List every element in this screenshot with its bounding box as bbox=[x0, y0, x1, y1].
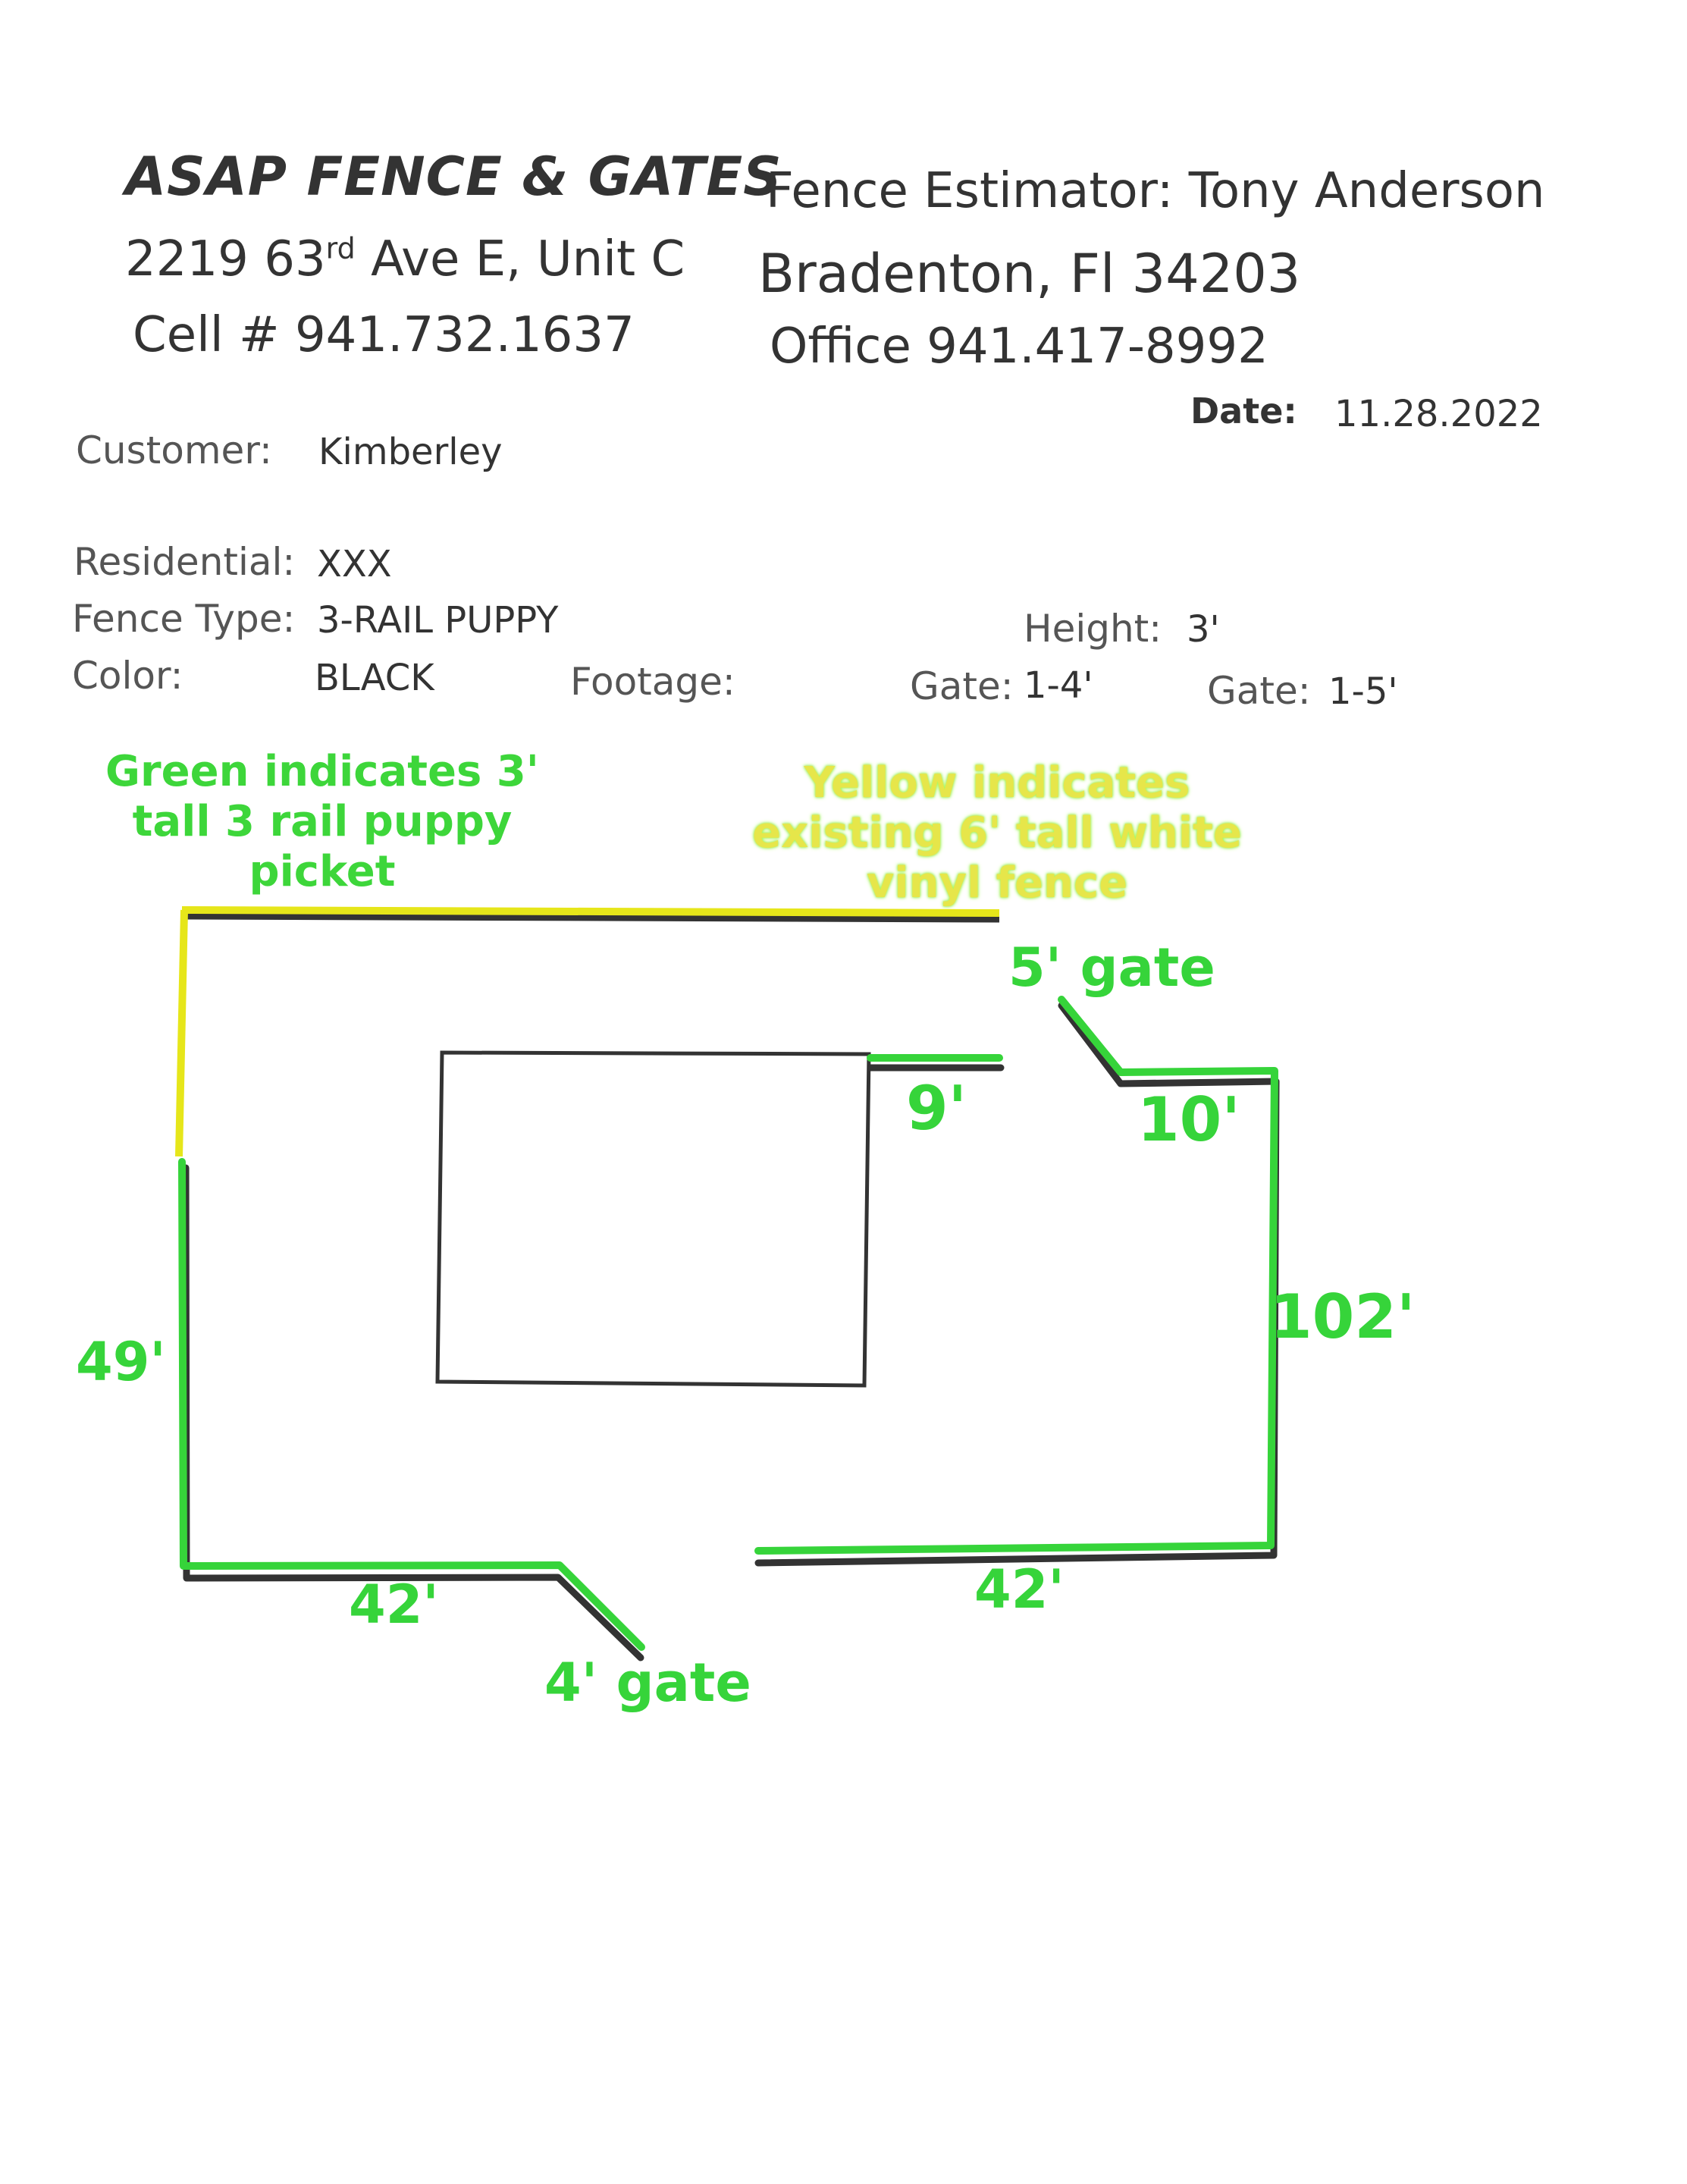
cell-phone: Cell # 941.732.1637 bbox=[133, 307, 635, 363]
date-value: 11.28.2022 bbox=[1334, 393, 1543, 435]
legend-green: Green indicates 3' tall 3 rail puppy picket bbox=[105, 747, 539, 896]
estimator-name: Fence Estimator: Tony Anderson bbox=[766, 163, 1545, 219]
date-label: Date: bbox=[1190, 391, 1297, 431]
dimension-right: 102' bbox=[1270, 1282, 1416, 1352]
color-label: Color: bbox=[72, 654, 183, 698]
existing-fence-top-shadow bbox=[186, 916, 999, 919]
legend-yellow: Yellow indicates existing 6' tall white vinyl fence bbox=[752, 758, 1242, 908]
dimension-bottom-left: 42' bbox=[349, 1574, 439, 1636]
dimension-house-side: 9' bbox=[906, 1073, 967, 1144]
house-outline bbox=[437, 1053, 869, 1385]
color-value: BLACK bbox=[315, 657, 434, 699]
city-line: Bradenton, Fl 34203 bbox=[758, 243, 1301, 305]
office-phone: Office 941.417-8992 bbox=[770, 318, 1268, 375]
existing-fence bbox=[179, 910, 999, 1156]
customer-label: Customer: bbox=[76, 428, 272, 472]
residential-value: XXX bbox=[317, 543, 392, 585]
height-value: 3' bbox=[1187, 608, 1220, 651]
dimension-gate-5: 5' gate bbox=[1008, 937, 1215, 999]
address-rest: Ave E, Unit C bbox=[355, 231, 685, 287]
gate-value-1: 1-4' bbox=[1024, 664, 1093, 707]
height-label: Height: bbox=[1024, 607, 1162, 651]
address-number: 2219 63 bbox=[125, 231, 326, 287]
dimension-top-right: 10' bbox=[1137, 1084, 1240, 1155]
address-suffix: rd bbox=[325, 231, 356, 265]
existing-fence-left bbox=[179, 910, 184, 1156]
residential-label: Residential: bbox=[74, 540, 296, 584]
gate-value-2: 1-5' bbox=[1328, 670, 1398, 713]
fence-type-value: 3-RAIL PUPPY bbox=[317, 599, 559, 642]
gate-label-1: Gate: bbox=[910, 664, 1014, 708]
fence-type-label: Fence Type: bbox=[72, 597, 296, 641]
dimension-gate-4: 4' gate bbox=[544, 1652, 751, 1714]
customer-value: Kimberley bbox=[318, 431, 503, 473]
dimension-bottom-right: 42' bbox=[974, 1558, 1065, 1621]
dimension-left: 49' bbox=[76, 1331, 166, 1393]
existing-fence-top bbox=[182, 910, 999, 913]
new-fence bbox=[182, 999, 1276, 1658]
footage-label: Footage: bbox=[570, 660, 735, 704]
gate-label-2: Gate: bbox=[1207, 669, 1311, 713]
company-name: ASAP FENCE & GATES bbox=[125, 146, 782, 208]
